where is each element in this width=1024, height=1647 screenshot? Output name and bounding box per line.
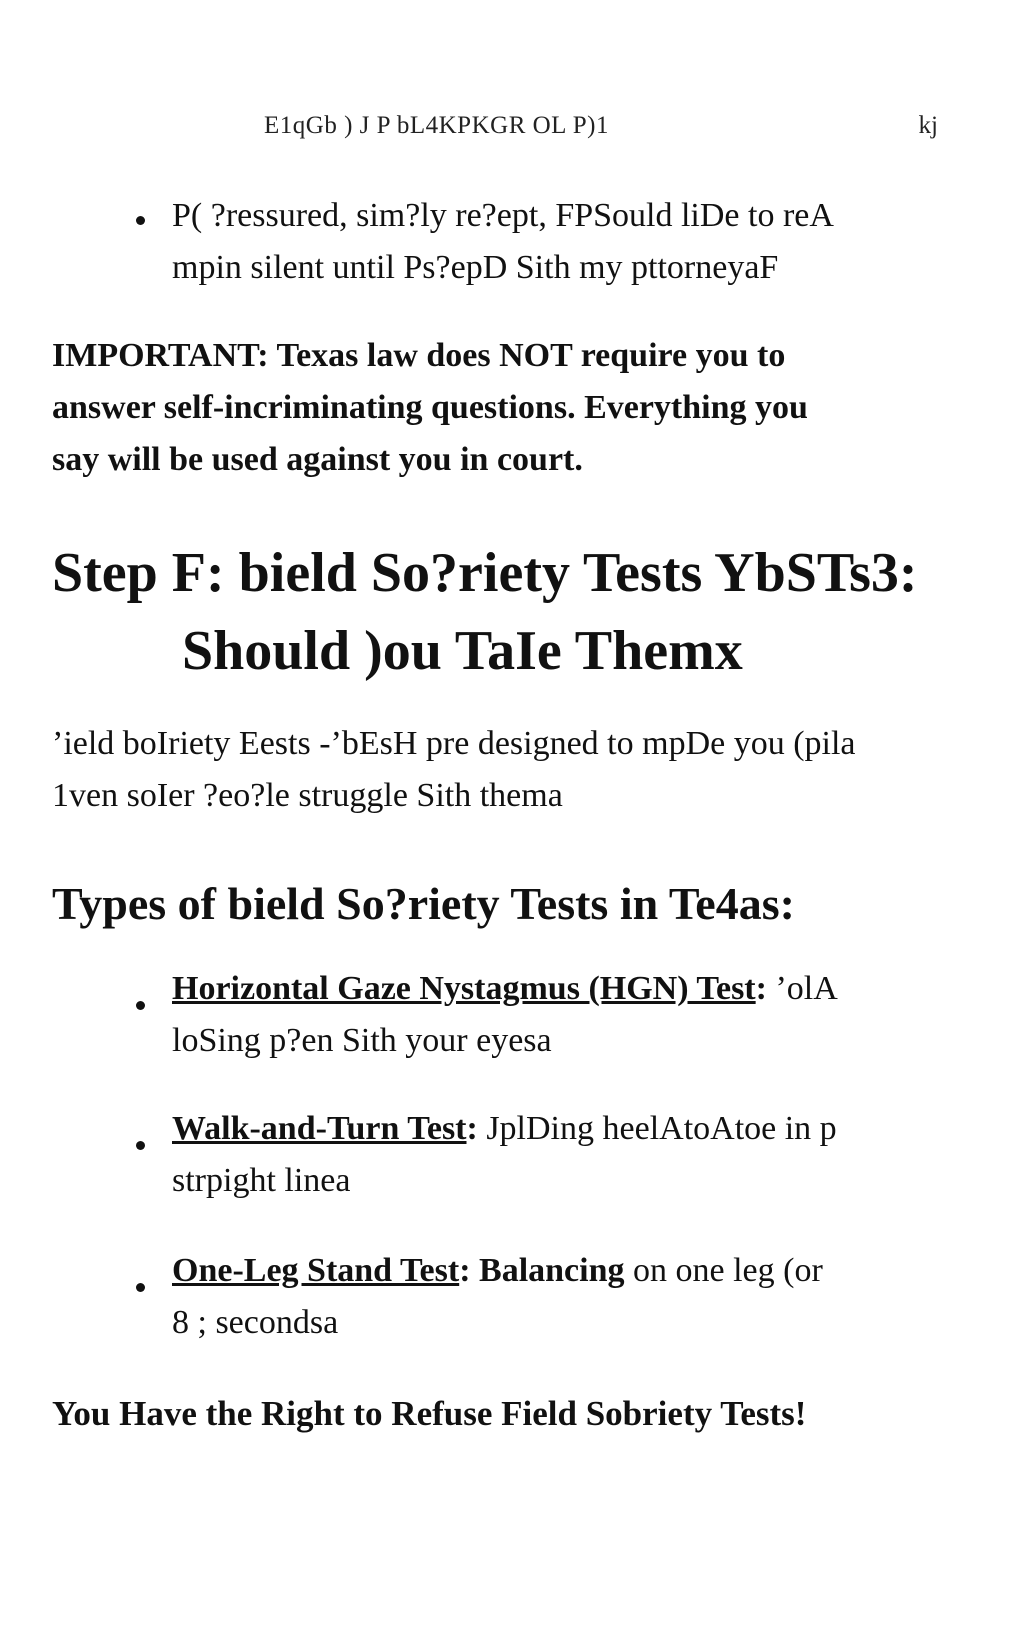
intro-paragraph bbox=[52, 718, 972, 822]
intro-bullet-line2: mpin silent until Ps?epD Sith my pttorneyaF bbox=[172, 249, 779, 286]
bullet-icon bbox=[136, 1141, 145, 1150]
test-item-hgn: Horizontal Gaze Nystagmus (HGN) Test: ’olA loSing p?en Sith your eyesa bbox=[136, 963, 956, 1067]
bullet-icon bbox=[136, 216, 145, 225]
closing-statement: You Have the Right to Refuse Field Sobriety Tests! bbox=[52, 1394, 807, 1433]
step-heading-line2: Should )ou TaIe Themx bbox=[182, 620, 743, 682]
important-line2: answer self-incriminating questions. Everything you bbox=[52, 389, 808, 426]
test-item-walk-and-turn: Walk-and-Turn Test: JplDing heelAtoAtoe in p strpight linea bbox=[136, 1103, 956, 1207]
intro-para-line2: 1ven soIer ?eo?le struggle Sith thema bbox=[52, 777, 563, 814]
bullet-icon bbox=[136, 1283, 145, 1292]
test-term: One-Leg Stand Test bbox=[172, 1252, 460, 1289]
test-description-line2: loSing p?en Sith your eyesa bbox=[172, 1022, 552, 1059]
important-notice bbox=[52, 330, 972, 486]
test-description-line2: 8 ; secondsa bbox=[172, 1304, 339, 1341]
test-term: Horizontal Gaze Nystagmus (HGN) Test bbox=[172, 970, 756, 1007]
intro-bullet-text bbox=[172, 190, 956, 294]
running-head: E1qGb ) J P bL4KPKGR OL P)1 bbox=[264, 112, 609, 139]
important-line1: IMPORTANT: Texas law does NOT require you to bbox=[52, 337, 786, 374]
test-description: JplDing heelAtoAtoe in p bbox=[477, 1110, 837, 1147]
test-description-line2: strpight linea bbox=[172, 1162, 351, 1199]
test-item-one-leg-stand: One-Leg Stand Test: Balancing on one leg (or 8 ; secondsa bbox=[136, 1245, 956, 1349]
page-number: kj bbox=[918, 112, 938, 139]
intro-bullet-line1: P( ?ressured, sim?ly re?ept, FPSould liDe to reA bbox=[172, 197, 834, 234]
important-line3: say will be used against you in court. bbox=[52, 441, 583, 478]
step-heading bbox=[52, 534, 972, 690]
test-emphasis: Balancing bbox=[479, 1252, 625, 1289]
step-heading-line1: Step F: bield So?riety Tests YbSTs3: bbox=[52, 542, 918, 604]
test-term: Walk-and-Turn Test bbox=[172, 1110, 467, 1147]
test-description: on one leg (or bbox=[624, 1252, 823, 1289]
intro-para-line1: ’ield boIriety Eests -’bEsH pre designed to mpDe you (pila bbox=[52, 725, 856, 762]
bullet-icon bbox=[136, 1001, 145, 1010]
types-heading: Types of bield So?riety Tests in Te4as: bbox=[52, 878, 795, 929]
test-description: ’olA bbox=[766, 970, 838, 1007]
intro-bullet bbox=[136, 190, 956, 294]
